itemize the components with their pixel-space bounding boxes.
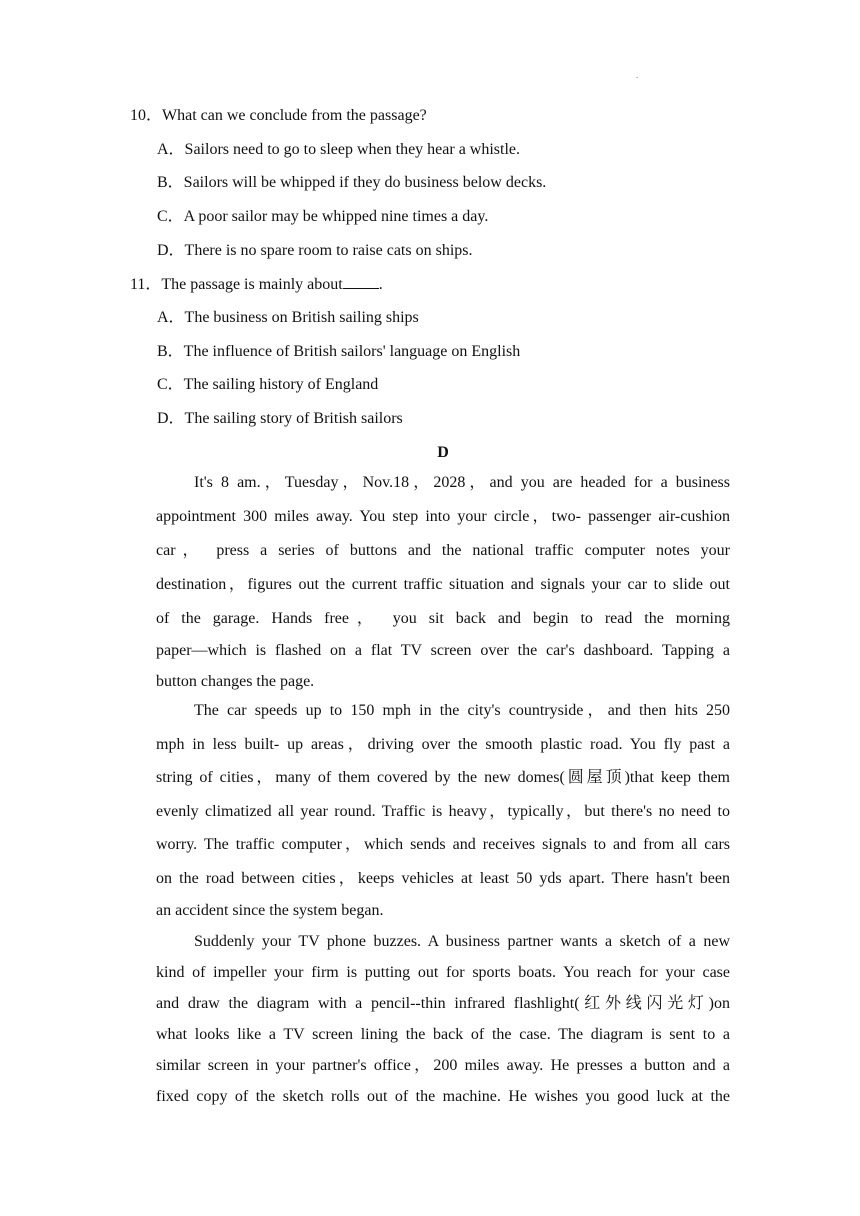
text-line: on the road between cities，keeps vehicles at least 50 yds apart. There hasn't been bbox=[156, 870, 730, 887]
question-11-option-a: A．The business on British sailing ships bbox=[157, 309, 419, 326]
question-11-stem-text: 11．The passage is mainly about bbox=[130, 276, 343, 293]
text-line: an accident since the system began. bbox=[156, 902, 384, 919]
text-line: button changes the page. bbox=[156, 673, 315, 690]
text-line: fixed copy of the sketch rolls out of the machine. He wishes you good luck at the bbox=[156, 1088, 730, 1105]
text-line: kind of impeller your firm is putting out for sports boats. You reach for your case bbox=[156, 964, 730, 981]
text-line: It's 8 am.，Tuesday，Nov.18，2028，and you are headed for a business bbox=[194, 474, 730, 491]
question-11-stem-end: . bbox=[378, 276, 383, 293]
question-11-option-c: C．The sailing history of England bbox=[157, 376, 379, 393]
question-10-option-a: A．Sailors need to go to sleep when they hear a whistle. bbox=[157, 141, 521, 158]
question-10-stem: 10．What can we conclude from the passage? bbox=[130, 107, 427, 124]
text-line: similar screen in your partner's office，200 miles away. He presses a button and a bbox=[156, 1057, 730, 1074]
text-line: The car speeds up to 150 mph in the city's countryside，and then hits 250 bbox=[194, 702, 730, 719]
text-line: destination，figures out the current traffic situation and signals your car to slide out bbox=[156, 576, 730, 593]
text-line: mph in less built- up areas，driving over the smooth plastic road. You fly past a bbox=[156, 736, 730, 753]
header-mark: . bbox=[636, 70, 639, 80]
paragraph-1 bbox=[156, 473, 730, 692]
text-line: paper—which is flashed on a flat TV screen over the car's dashboard. Tapping a bbox=[156, 642, 730, 659]
text-line: car， press a series of buttons and the national traffic computer notes your bbox=[156, 542, 730, 559]
text-line: of the garage. Hands free， you sit back and begin to read the morning bbox=[156, 610, 730, 627]
question-10-option-c: C．A poor sailor may be whipped nine times a day. bbox=[157, 208, 489, 225]
question-10-option-b: B．Sailors will be whipped if they do business below decks. bbox=[157, 174, 547, 191]
text-line: string of cities，many of them covered by the new domes(圆屋顶)that keep them bbox=[156, 769, 730, 786]
question-11-stem bbox=[130, 274, 383, 295]
question-10-option-d: D．There is no spare room to raise cats on ships. bbox=[157, 242, 473, 259]
text-line: evenly climatized all year round. Traffic is heavy，typically，but there's no need to bbox=[156, 803, 730, 820]
text-line: appointment 300 miles away. You step into your circle，two- passenger air-cushion bbox=[156, 508, 730, 525]
question-11-option-b: B．The influence of British sailors' language on English bbox=[157, 343, 521, 360]
paragraph-2 bbox=[156, 701, 730, 921]
text-line: Suddenly your TV phone buzzes. A business partner wants a sketch of a new bbox=[194, 933, 730, 950]
answer-blank bbox=[343, 274, 379, 289]
text-line: what looks like a TV screen lining the back of the case. The diagram is sent to a bbox=[156, 1026, 730, 1043]
section-title: D bbox=[437, 444, 449, 461]
question-11-option-d: D．The sailing story of British sailors bbox=[157, 410, 403, 427]
paragraph-3 bbox=[156, 932, 730, 1107]
text-line: and draw the diagram with a pencil--thin infrared flashlight(红外线闪光灯)on bbox=[156, 995, 730, 1012]
text-line: worry. The traffic computer，which sends and receives signals to and from all cars bbox=[156, 836, 730, 853]
